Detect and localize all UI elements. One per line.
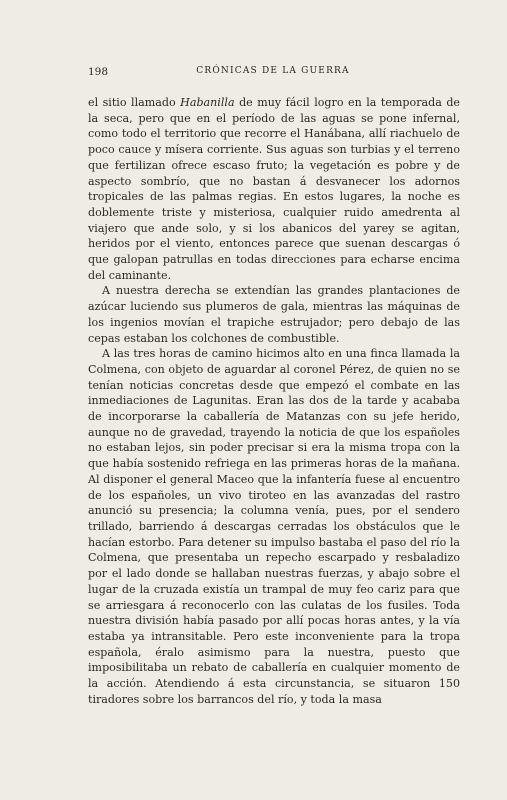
paragraph-3: A las tres horas de camino hicimos alto en una finca llamada la Colmena, con objeto de aguardar al coronel Pérez, de quien no se tenían noticias concretas desde que empezó el combate en las inmediaciones de Lagunitas. Eran las dos de la tarde y acababa de incorporarse la caballería de Matanzas con su jefe herido, aunque no de gravedad, trayendo la noticia de que los españoles no estaban lejos, sin poder precisar si era la misma tropa con la que había sostenido refriega en las primeras horas de la mañana. Al disponer el general Maceo que la infantería fuese al encuentro de los españoles, un vivo tiroteo en las avanzadas del rastro anunció su presencia; la columna venía, pues, por el sendero trillado, barriendo á descargas cerradas los obstáculos que le hacían estorbo. Para detener su impulso bastaba el paso del río la Colmena, que presentaba un repecho escarpado y resbaladizo por el lado donde se hallaban nuestras fuerzas, y abajo sobre el lugar de la cruzada existía un trampal de muy feo cariz para que se arriesgara á reconocerlo con las culatas de los fusiles. Toda nuestra división había pasado por allí pocas horas antes, y la vía estaba ya intransitable. Pero este inconveniente para la tropa española, éralo asimismo para la nuestra, puesto que imposibilitaba un rebato de caballería en cualquier momento de la acción. Atendiendo á esta circunstancia, se situaron 150 tiradores sobre los barrancos del río, y toda la masa [88, 347, 460, 706]
paragraph-1-rest: de muy fácil logro en la temporada de la seca, pero que en el período de las aguas se pone infernal, como todo el territorio que recorre el Hanábana, allí riachuelo de poco cauce y mísera corriente. Sus aguas son turbias y el terreno que fertilizan ofrece escaso fruto; la vegetación es pobre y de aspecto sombrío, que no bastan á desvanecer los adornos tropicales de las palmas regias. En estos lugares, la noche es doblemente triste y misteriosa, cualquier ruido amedrenta al viajero que ande solo, y si los abanicos del yarey se agitan, heridos por el viento, entonces parece que suenan descargas ó que galopan patrullas en todas direcciones para echarse encima del caminante. [88, 96, 460, 282]
body-text [88, 95, 460, 707]
page-header [88, 66, 458, 80]
paragraph-1 [88, 95, 460, 283]
place-name-italic: Habanilla [180, 96, 235, 109]
running-title: CRÓNICAS DE LA GUERRA [196, 66, 350, 76]
paragraph-2: A nuestra derecha se extendían las grandes plantaciones de azúcar luciendo sus plumeros de gala, mientras las máquinas de los ingenios movían el trapiche estrujador; pero debajo de las cepas estaban los colchones de combustible. [88, 284, 460, 345]
paragraph-1-lead: el sitio llamado [88, 96, 181, 109]
page-number: 198 [88, 66, 109, 78]
